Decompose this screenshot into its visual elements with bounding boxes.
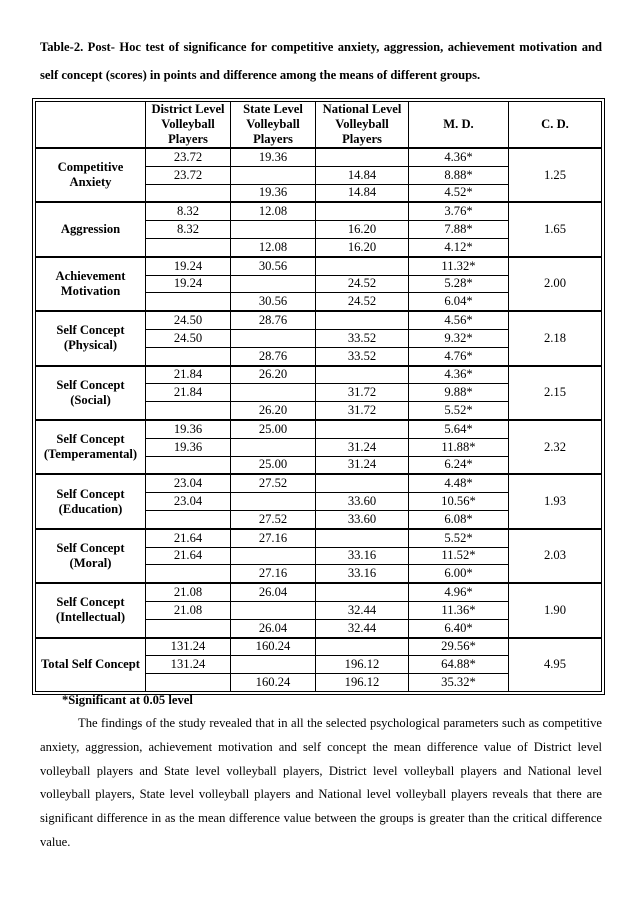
national-value	[316, 638, 409, 656]
state-value	[231, 275, 316, 293]
mean-difference: 5.52*	[409, 529, 509, 547]
district-value: 21.64	[146, 547, 231, 565]
national-value: 196.12	[316, 656, 409, 674]
district-value: 24.50	[146, 329, 231, 347]
group-label: Self Concept (Intellectual)	[36, 583, 146, 637]
state-value	[231, 601, 316, 619]
national-value: 32.44	[316, 619, 409, 637]
national-value	[316, 148, 409, 166]
mean-difference: 6.08*	[409, 510, 509, 528]
state-value	[231, 438, 316, 456]
table-frame	[32, 98, 605, 695]
critical-difference: 1.93	[509, 474, 602, 528]
national-value: 33.52	[316, 329, 409, 347]
mean-difference: 5.52*	[409, 402, 509, 420]
national-value: 33.16	[316, 565, 409, 583]
header-cd: C. D.	[509, 102, 602, 149]
mean-difference: 3.76*	[409, 202, 509, 220]
header-state: State Level Volleyball Players	[231, 102, 316, 149]
national-value	[316, 311, 409, 329]
national-value: 31.24	[316, 438, 409, 456]
national-value	[316, 366, 409, 384]
group-label: Achievement Motivation	[36, 257, 146, 311]
district-value	[146, 619, 231, 637]
findings-paragraph: The findings of the study revealed that in all the selected psychological parameters such as competitive anxiety, aggression, achievement motivation and self concept the mean difference value of District level volleyball players and State level volleyball players, District level volleyball players and National level volleyball players, State level volleyball players and National level volleyball players reveals that there are significant difference in as the mean difference value between the groups is greater than the critical difference value.	[40, 716, 602, 849]
mean-difference: 6.24*	[409, 456, 509, 474]
group-label: Aggression	[36, 202, 146, 256]
national-value: 24.52	[316, 275, 409, 293]
state-value: 28.76	[231, 311, 316, 329]
national-value: 16.20	[316, 221, 409, 239]
state-value	[231, 547, 316, 565]
district-value	[146, 184, 231, 202]
state-value	[231, 329, 316, 347]
mean-difference: 6.00*	[409, 565, 509, 583]
mean-difference: 5.28*	[409, 275, 509, 293]
critical-difference: 1.25	[509, 148, 602, 202]
national-value: 31.72	[316, 384, 409, 402]
mean-difference: 7.88*	[409, 221, 509, 239]
state-value: 160.24	[231, 638, 316, 656]
group-label: Self Concept (Social)	[36, 366, 146, 420]
mean-difference: 4.56*	[409, 311, 509, 329]
mean-difference: 6.04*	[409, 293, 509, 311]
district-value: 21.84	[146, 366, 231, 384]
national-value: 33.60	[316, 493, 409, 511]
district-value	[146, 565, 231, 583]
mean-difference: 10.56*	[409, 493, 509, 511]
header-md: M. D.	[409, 102, 509, 149]
state-value: 25.00	[231, 420, 316, 438]
group-label: Self Concept (Physical)	[36, 311, 146, 365]
table-row	[36, 583, 602, 601]
state-value: 19.36	[231, 148, 316, 166]
mean-difference: 8.88*	[409, 166, 509, 184]
mean-difference: 4.76*	[409, 347, 509, 365]
group-label: Self Concept (Education)	[36, 474, 146, 528]
national-value: 14.84	[316, 184, 409, 202]
national-value: 33.60	[316, 510, 409, 528]
state-value: 26.20	[231, 366, 316, 384]
state-value: 12.08	[231, 238, 316, 256]
critical-difference: 2.15	[509, 366, 602, 420]
mean-difference: 11.88*	[409, 438, 509, 456]
mean-difference: 9.32*	[409, 329, 509, 347]
national-value	[316, 474, 409, 492]
state-value	[231, 166, 316, 184]
district-value: 21.08	[146, 583, 231, 601]
header-national: National Level Volleyball Players	[316, 102, 409, 149]
critical-difference: 1.65	[509, 202, 602, 256]
national-value: 31.72	[316, 402, 409, 420]
table-row	[36, 529, 602, 547]
mean-difference: 4.36*	[409, 148, 509, 166]
mean-difference: 4.48*	[409, 474, 509, 492]
mean-difference: 11.36*	[409, 601, 509, 619]
critical-difference: 4.95	[509, 638, 602, 692]
national-value	[316, 202, 409, 220]
district-value: 23.72	[146, 166, 231, 184]
significance-note: *Significant at 0.05 level	[62, 693, 193, 707]
national-value: 24.52	[316, 293, 409, 311]
mean-difference: 9.88*	[409, 384, 509, 402]
group-label: Total Self Concept	[36, 638, 146, 692]
state-value: 25.00	[231, 456, 316, 474]
mean-difference: 4.36*	[409, 366, 509, 384]
critical-difference: 1.90	[509, 583, 602, 637]
state-value	[231, 384, 316, 402]
critical-difference: 2.03	[509, 529, 602, 583]
table-row	[36, 420, 602, 438]
mean-difference: 35.32*	[409, 674, 509, 692]
district-value	[146, 238, 231, 256]
group-label: Competitive Anxiety	[36, 148, 146, 202]
state-value: 26.20	[231, 402, 316, 420]
district-value: 21.84	[146, 384, 231, 402]
district-value	[146, 674, 231, 692]
state-value: 27.52	[231, 510, 316, 528]
mean-difference: 11.32*	[409, 257, 509, 275]
header-group	[36, 102, 146, 149]
district-value: 8.32	[146, 221, 231, 239]
state-value: 30.56	[231, 257, 316, 275]
table-header-row	[36, 102, 602, 149]
state-value: 12.08	[231, 202, 316, 220]
mean-difference: 5.64*	[409, 420, 509, 438]
national-value: 196.12	[316, 674, 409, 692]
district-value: 23.04	[146, 474, 231, 492]
national-value: 31.24	[316, 456, 409, 474]
national-value	[316, 529, 409, 547]
header-district: District Level Volleyball Players	[146, 102, 231, 149]
mean-difference: 6.40*	[409, 619, 509, 637]
mean-difference: 4.96*	[409, 583, 509, 601]
mean-difference: 29.56*	[409, 638, 509, 656]
district-value: 19.36	[146, 438, 231, 456]
critical-difference: 2.00	[509, 257, 602, 311]
state-value: 27.16	[231, 529, 316, 547]
national-value	[316, 583, 409, 601]
table-row	[36, 148, 602, 166]
district-value: 8.32	[146, 202, 231, 220]
state-value	[231, 493, 316, 511]
district-value	[146, 347, 231, 365]
district-value: 23.04	[146, 493, 231, 511]
table-row	[36, 311, 602, 329]
national-value: 33.16	[316, 547, 409, 565]
district-value: 131.24	[146, 656, 231, 674]
district-value: 21.08	[146, 601, 231, 619]
table-row	[36, 257, 602, 275]
table-row	[36, 366, 602, 384]
national-value	[316, 257, 409, 275]
state-value	[231, 656, 316, 674]
state-value: 27.52	[231, 474, 316, 492]
national-value: 16.20	[316, 238, 409, 256]
district-value	[146, 293, 231, 311]
state-value: 26.04	[231, 619, 316, 637]
group-label: Self Concept (Temperamental)	[36, 420, 146, 474]
district-value: 19.24	[146, 257, 231, 275]
table-row	[36, 638, 602, 656]
mean-difference: 64.88*	[409, 656, 509, 674]
district-value	[146, 456, 231, 474]
national-value: 14.84	[316, 166, 409, 184]
district-value: 24.50	[146, 311, 231, 329]
state-value: 19.36	[231, 184, 316, 202]
group-label: Self Concept (Moral)	[36, 529, 146, 583]
table-row	[36, 202, 602, 220]
mean-difference: 11.52*	[409, 547, 509, 565]
national-value	[316, 420, 409, 438]
national-value: 32.44	[316, 601, 409, 619]
critical-difference: 2.32	[509, 420, 602, 474]
district-value: 131.24	[146, 638, 231, 656]
table-caption: Table-2. Post- Hoc test of significance for competitive anxiety, aggression, achievement motivation and self concept (scores) in points and difference among the means of different groups.	[40, 40, 602, 82]
district-value: 21.64	[146, 529, 231, 547]
district-value	[146, 402, 231, 420]
post-hoc-table	[35, 101, 602, 692]
state-value: 26.04	[231, 583, 316, 601]
state-value: 30.56	[231, 293, 316, 311]
national-value: 33.52	[316, 347, 409, 365]
mean-difference: 4.52*	[409, 184, 509, 202]
district-value: 19.36	[146, 420, 231, 438]
mean-difference: 4.12*	[409, 238, 509, 256]
state-value: 28.76	[231, 347, 316, 365]
district-value: 23.72	[146, 148, 231, 166]
state-value	[231, 221, 316, 239]
district-value	[146, 510, 231, 528]
state-value: 27.16	[231, 565, 316, 583]
state-value: 160.24	[231, 674, 316, 692]
table-row	[36, 474, 602, 492]
district-value: 19.24	[146, 275, 231, 293]
critical-difference: 2.18	[509, 311, 602, 365]
